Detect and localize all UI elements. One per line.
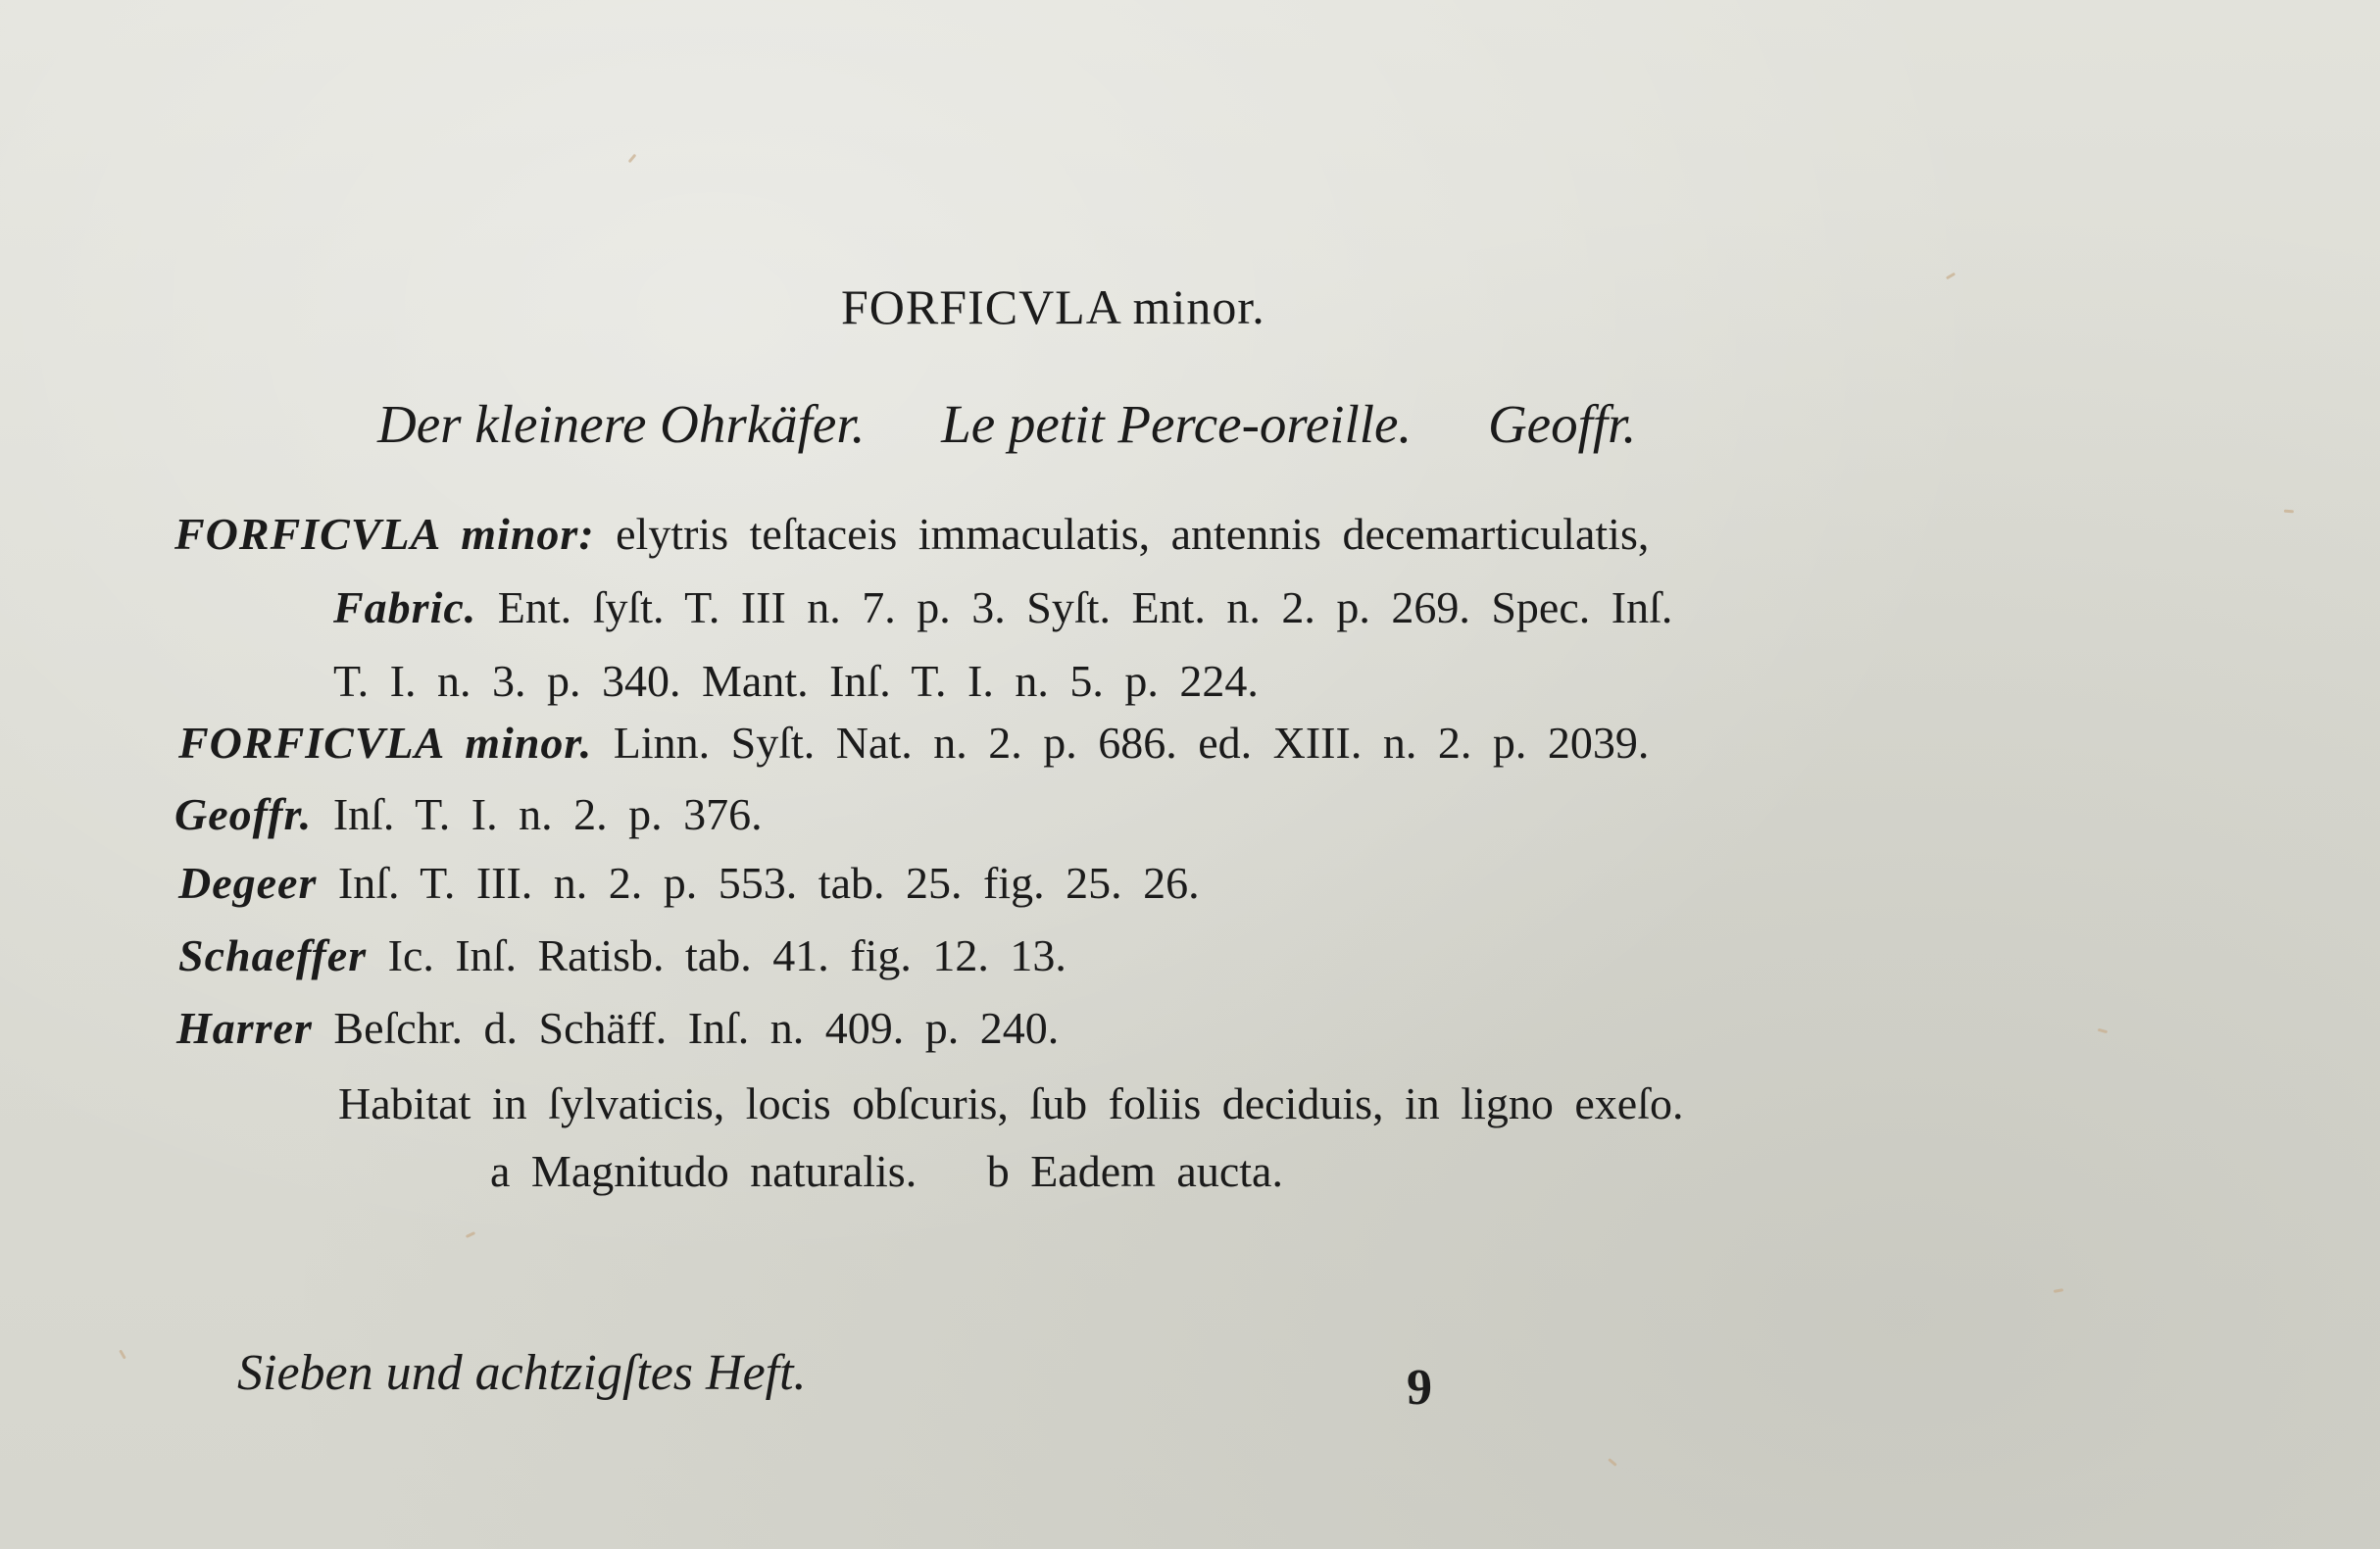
entry-text: Ent. ſyſt. T. III n. 7. p. 3. Syſt. Ent. n. 2. p. 269. Spec. Inſ. [497,582,1673,632]
paper-fleck [2054,1288,2063,1293]
entry-line [174,509,1650,559]
entry-name: Geoffr. [174,789,313,839]
entry-name: Degeer [178,858,318,908]
entry-line [178,930,1066,980]
subtitle-german: Der kleinere Ohrkäfer. [377,394,866,454]
signature-mark: 9 [1407,1360,1432,1416]
title-species: minor. [1132,279,1265,334]
entry-line [174,789,763,839]
entry-text: Ic. Inſ. Ratisb. tab. 41. fig. 12. 13. [387,930,1066,980]
entry-line [333,656,1259,706]
habitat-text: Habitat in ſylvaticis, locis obſcuris, ſub foliis deciduis, in ligno exeſo. [338,1078,1684,1128]
page-subtitle [377,394,1637,454]
paper-fleck [1608,1458,1617,1467]
title-genus: FORFICVLA [841,279,1120,334]
entry-line [333,582,1673,632]
subtitle-author: Geoffr. [1487,394,1637,454]
entry-text: T. I. n. 3. p. 340. Mant. Inſ. T. I. n. 5. p. 224. [333,656,1259,706]
entry-name: FORFICVLA minor: [174,509,595,559]
entry-text: Beſchr. d. Schäff. Inſ. n. 409. p. 240. [333,1003,1060,1053]
paper-fleck [119,1349,126,1359]
entry-text: Inſ. T. I. n. 2. p. 376. [332,789,763,839]
entry-line [178,858,1200,908]
paper-fleck [2284,510,2294,514]
entry-name: FORFICVLA minor. [178,718,593,768]
entry-text: Linn. Syſt. Nat. n. 2. p. 686. ed. XIII. n. 2. p. 2039. [613,718,1650,768]
page-title [841,279,1265,334]
figure-legend [490,1146,1283,1196]
paper-fleck [628,154,637,164]
paper-fleck [1946,273,1956,280]
entry-name: Harrer [176,1003,313,1053]
subtitle-french: Le petit Perce-oreille. [941,394,1413,454]
entry-name: Schaeffer [178,930,368,980]
entry-text: Inſ. T. III. n. 2. p. 553. tab. 25. fig. 25. 26. [337,858,1200,908]
entry-text: elytris teſtaceis immaculatis, antennis decemarticulatis, [616,509,1650,559]
entry-name: Fabric. [333,582,477,632]
signature-line: Sieben und achtzigſtes Heft. [237,1345,807,1401]
legend-b: b Eadem aucta. [986,1146,1283,1196]
legend-a: a Magnitudo naturalis. [490,1146,917,1196]
entry-line [178,718,1650,768]
paper-fleck [2098,1028,2107,1033]
entry-line [176,1003,1060,1053]
paper-fleck [466,1231,475,1238]
